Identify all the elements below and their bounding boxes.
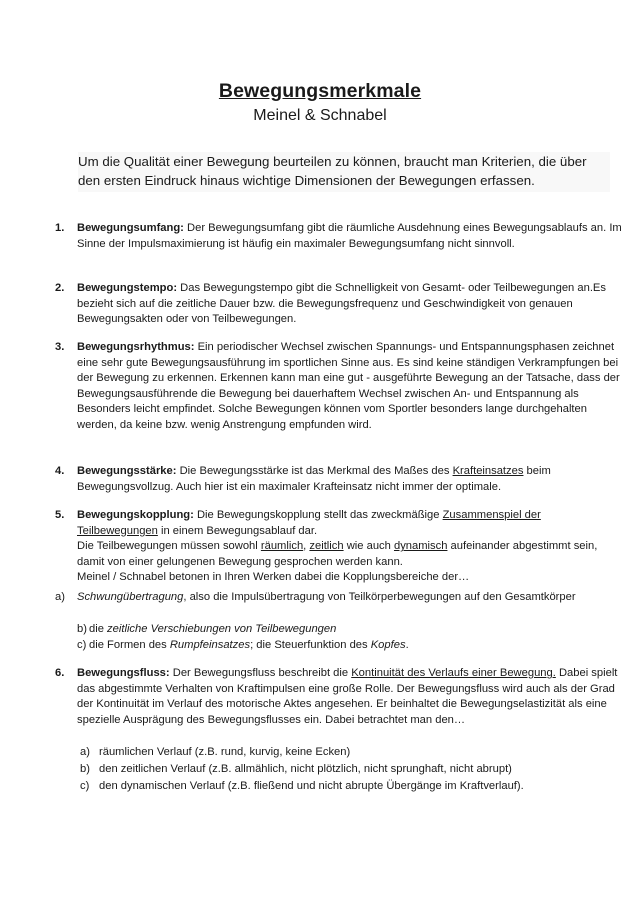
item-text: beim Bewegungsvollzug. Auch hier ist ein maximaler Krafteinsatz nicht immer der optimale. [77, 465, 551, 493]
item-text: Meinel / Schnabel betonen in Ihren Werken dabei die Kopplungsbereiche der… [77, 571, 470, 584]
italic-term: Kopfes [370, 639, 406, 651]
sub-letter: a) [55, 591, 65, 603]
page-subtitle: Meinel & Schnabel [253, 107, 387, 124]
item-text: Ein periodischer Wechsel zwischen Spannungs- und Entspannungsphasen zeichnet eine sehr gute Bewegungsausführung im sportlichen Sinne aus. Es sind keine ständigen Verkrampfungen bei der Bewegung zu erkennen. Erkennen kann man eine gut - ausgeführte Bewegung an der Tatsache, dass der Bewegungsausführende die Bewegung bei dauerhaftem Wechsel zwischen An- und Entspannung als Besonders leicht empfindet. Solche Bewegungen können vom Sportler besonders lange durchgehalten werden, da keine bzw. wenig Anstrengung empfunden wird. [77, 341, 620, 431]
item-text: Dabei spielt das abgestimmte Verhalten von Kraftimpulsen eine große Rolle. Der Bewegungsfluss wird auch als der Grad der Kontinuität im Verlauf des motorische Aktes angesehen. Er beinhaltet die Bewegungselastizität als eine spezielle Ausprägung des Bewegungsflusses ein. Dabei betrachtet man den… [77, 667, 618, 726]
item-number: 2. [55, 282, 65, 294]
italic-term: Rumpfeinsatzes [169, 639, 251, 651]
item-text: . [405, 639, 409, 651]
sub-letter: a) [80, 746, 90, 758]
sub-letter: c) [80, 780, 90, 792]
underlined-term: räumlich [260, 540, 304, 553]
item-text: wie auch [343, 540, 394, 553]
sub-text: den zeitlichen Verlauf (z.B. allmählich, nicht plötzlich, nicht sprunghaft, nicht abrupt) [99, 763, 512, 775]
item-term: Bewegungsfluss: [77, 667, 170, 679]
item-body [77, 464, 622, 495]
item-body [77, 281, 622, 328]
sub-letter: b) [80, 763, 90, 775]
item-text: ; die Steuerfunktion des [250, 639, 371, 651]
underlined-term: Krafteinsatzes [452, 465, 524, 477]
sub-text [89, 638, 589, 654]
item-number: 6. [55, 667, 65, 679]
item-text: , also die Impulsübertragung von Teilkörperbewegungen auf den Gesamtkörper [183, 591, 576, 603]
item-term: Bewegungsrhythmus: [77, 341, 195, 353]
sub-text: den dynamischen Verlauf (z.B. fließend und nicht abrupte Übergänge im Kraftverlauf). [99, 780, 524, 792]
item-text: Die Teilbewegungen müssen sowohl [77, 540, 261, 553]
item-term: Bewegungstempo: [77, 282, 178, 294]
underlined-term: dynamisch [393, 540, 448, 553]
sub-text [77, 590, 597, 606]
page-title: Bewegungsmerkmale [218, 80, 422, 102]
item-number: 3. [55, 341, 65, 353]
item-body [77, 666, 622, 728]
underlined-term: Kontinuität des Verlaufs einer Bewegung. [351, 667, 556, 679]
item-term: Bewegungskopplung: [77, 509, 194, 521]
italic-term: zeitliche Verschiebungen von Teilbewegungen [107, 623, 337, 635]
item-body [77, 508, 622, 586]
item-text: die Formen des [89, 639, 170, 651]
item-text: in einem Bewegungsablauf dar. [157, 524, 318, 537]
item-term: Bewegungsumfang: [77, 222, 184, 234]
sub-text: räumlichen Verlauf (z.B. rund, kurvig, keine Ecken) [99, 746, 351, 758]
item-term: Bewegungsstärke: [77, 465, 177, 477]
sub-letter: b) [77, 623, 87, 635]
item-body [77, 221, 622, 252]
underlined-term: Zusammenspiel der Teilbewegungen [77, 509, 541, 537]
italic-term: Schwungübertragung [77, 591, 184, 603]
item-text: Der Bewegungsumfang gibt die räumliche Ausdehnung eines Bewegungsablaufs an. Im Sinne der Impulsmaximierung ist häufig ein maximaler Bewegungsumfang nicht sinnvoll. [77, 222, 622, 250]
item-body [77, 340, 622, 434]
item-number: 1. [55, 222, 65, 234]
item-text: aufeinander abgestimmt sein, damit von einer gelungenen Bewegung gesprochen werden kann. [77, 540, 598, 568]
sub-text [89, 622, 589, 638]
item-text: Der Bewegungsfluss beschreibt die [169, 667, 352, 679]
item-text: , [303, 540, 310, 553]
underlined-term: zeitlich [309, 540, 344, 553]
item-number: 4. [55, 465, 65, 477]
item-text: Die Bewegungsstärke ist das Merkmal des Maßes des [176, 465, 453, 477]
intro-paragraph: Um die Qualität einer Bewegung beurteilen zu können, braucht man Kriterien, die über den ersten Eindruck hinaus wichtige Dimensionen der Bewegungen erfassen. [78, 152, 610, 192]
item-text: die [89, 623, 108, 635]
item-text: Die Bewegungskopplung stellt das zweckmäßige [193, 509, 443, 521]
sub-letter: c) [77, 639, 87, 651]
item-text: Das Bewegungstempo gibt die Schnelligkeit von Gesamt- oder Teilbewegungen an.Es bezieht sich auf die zeitliche Dauer bzw. die Bewegungsfrequenz und Geschwindigkeit von genauen Bewegungsakten oder von Teilbewegungen. [77, 282, 606, 326]
item-number: 5. [55, 509, 65, 521]
